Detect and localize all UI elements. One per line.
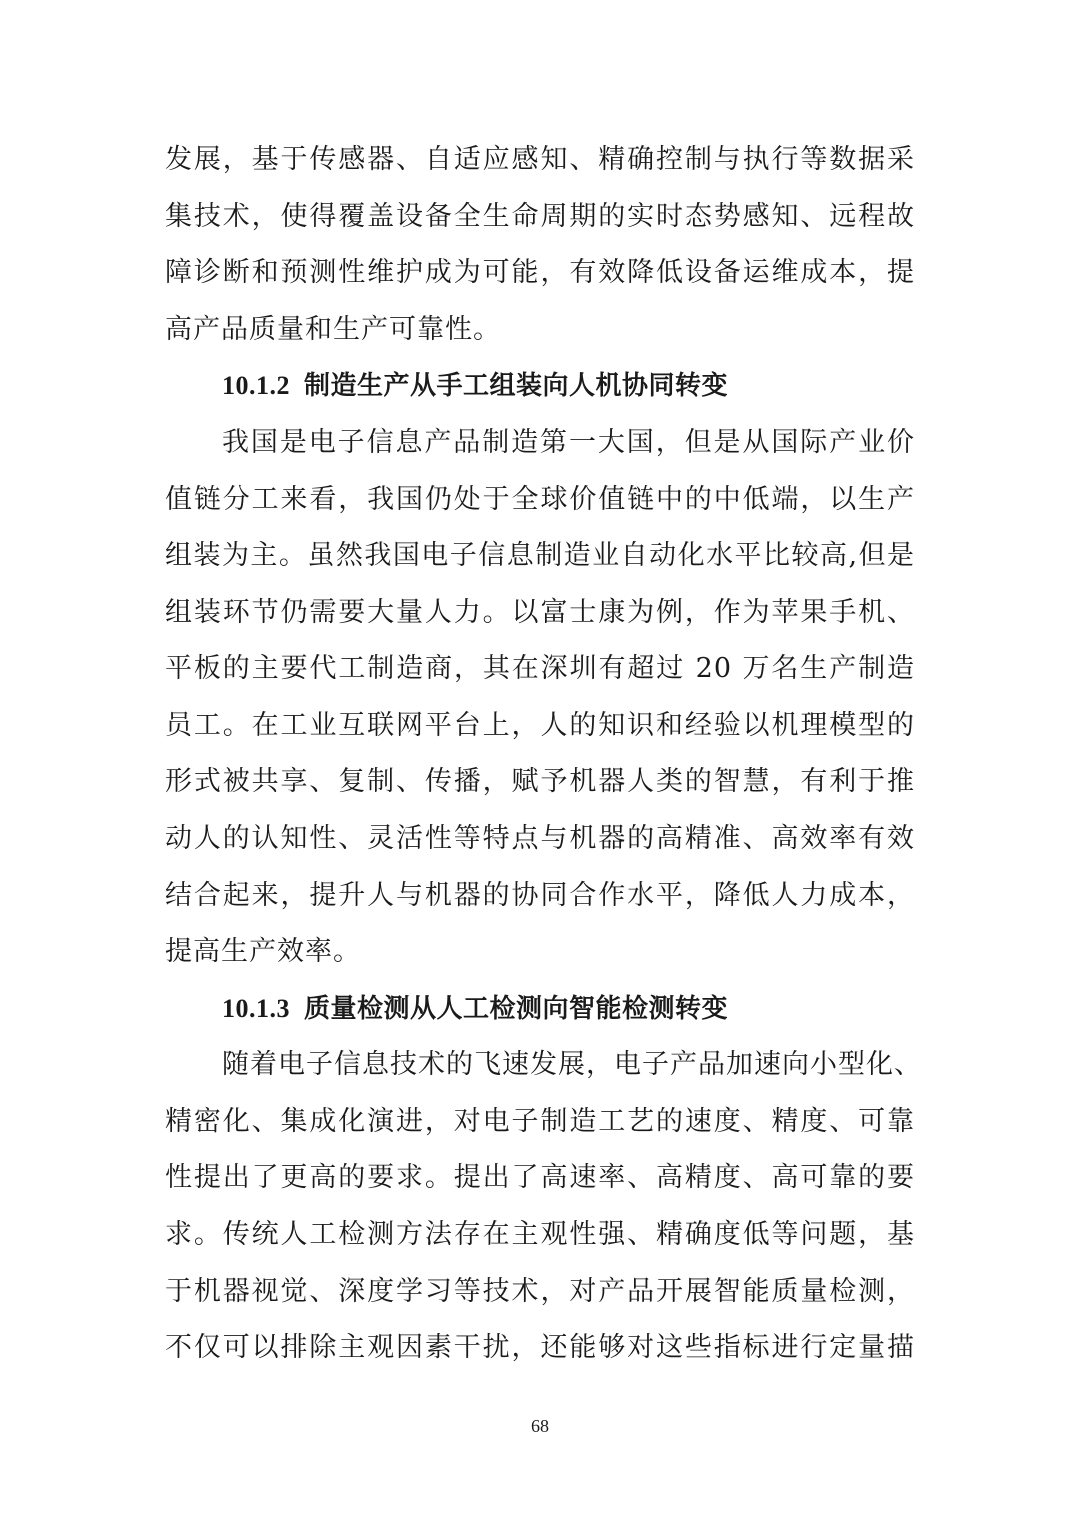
paragraph-line: 提高生产效率。 — [165, 936, 361, 967]
paragraph-line: 发展，基于传感器、自适应感知、精确控制与执行等数据采 — [165, 144, 915, 175]
section-heading-10-1-3 — [222, 989, 728, 1029]
section-number: 10.1.3 — [222, 994, 290, 1023]
paragraph-line: 员工。在工业互联网平台上，人的知识和经验以机理模型的 — [165, 710, 915, 741]
paragraph-line: 动人的认知性、灵活性等特点与机器的高精准、高效率有效 — [165, 823, 915, 854]
paragraph-line: 求。传统人工检测方法存在主观性强、精确度低等问题，基 — [165, 1219, 915, 1250]
paragraph-line: 精密化、集成化演进，对电子制造工艺的速度、精度、可靠 — [165, 1106, 915, 1137]
section-title: 制造生产从手工组装向人机协同转变 — [304, 371, 729, 401]
paragraph-line: 形式被共享、复制、传播，赋予机器人类的智慧，有利于推 — [165, 766, 915, 797]
paragraph-line: 值链分工来看，我国仍处于全球价值链中的中低端，以生产 — [165, 484, 915, 515]
paragraph-line: 性提出了更高的要求。提出了高速率、高精度、高可靠的要 — [165, 1162, 915, 1193]
paragraph-line: 随着电子信息技术的飞速发展，电子产品加速向小型化、 — [222, 1049, 922, 1080]
paragraph-line: 组装环节仍需要大量人力。以富士康为例，作为苹果手机、 — [165, 597, 915, 628]
paragraph-line: 集技术，使得覆盖设备全生命周期的实时态势感知、远程故 — [165, 201, 915, 232]
section-number: 10.1.2 — [222, 371, 290, 400]
paragraph-line: 不仅可以排除主观因素干扰，还能够对这些指标进行定量描 — [165, 1332, 915, 1363]
section-title: 质量检测从人工检测向智能检测转变 — [304, 994, 729, 1024]
section-heading-10-1-2 — [222, 366, 728, 406]
paragraph-line: 我国是电子信息产品制造第一大国，但是从国际产业价 — [222, 427, 915, 458]
paragraph-line: 于机器视觉、深度学习等技术，对产品开展智能质量检测， — [165, 1276, 915, 1307]
paragraph-line: 平板的主要代工制造商，其在深圳有超过 20 万名生产制造 — [165, 653, 915, 684]
paragraph-line: 高产品质量和生产可靠性。 — [165, 314, 501, 345]
paragraph-line: 组装为主。虽然我国电子信息制造业自动化水平比较高,但是 — [165, 540, 915, 571]
paragraph-line: 障诊断和预测性维护成为可能，有效降低设备运维成本，提 — [165, 257, 915, 288]
paragraph-line: 结合起来，提升人与机器的协同合作水平，降低人力成本， — [165, 880, 915, 911]
page-number: 68 — [531, 1416, 549, 1436]
